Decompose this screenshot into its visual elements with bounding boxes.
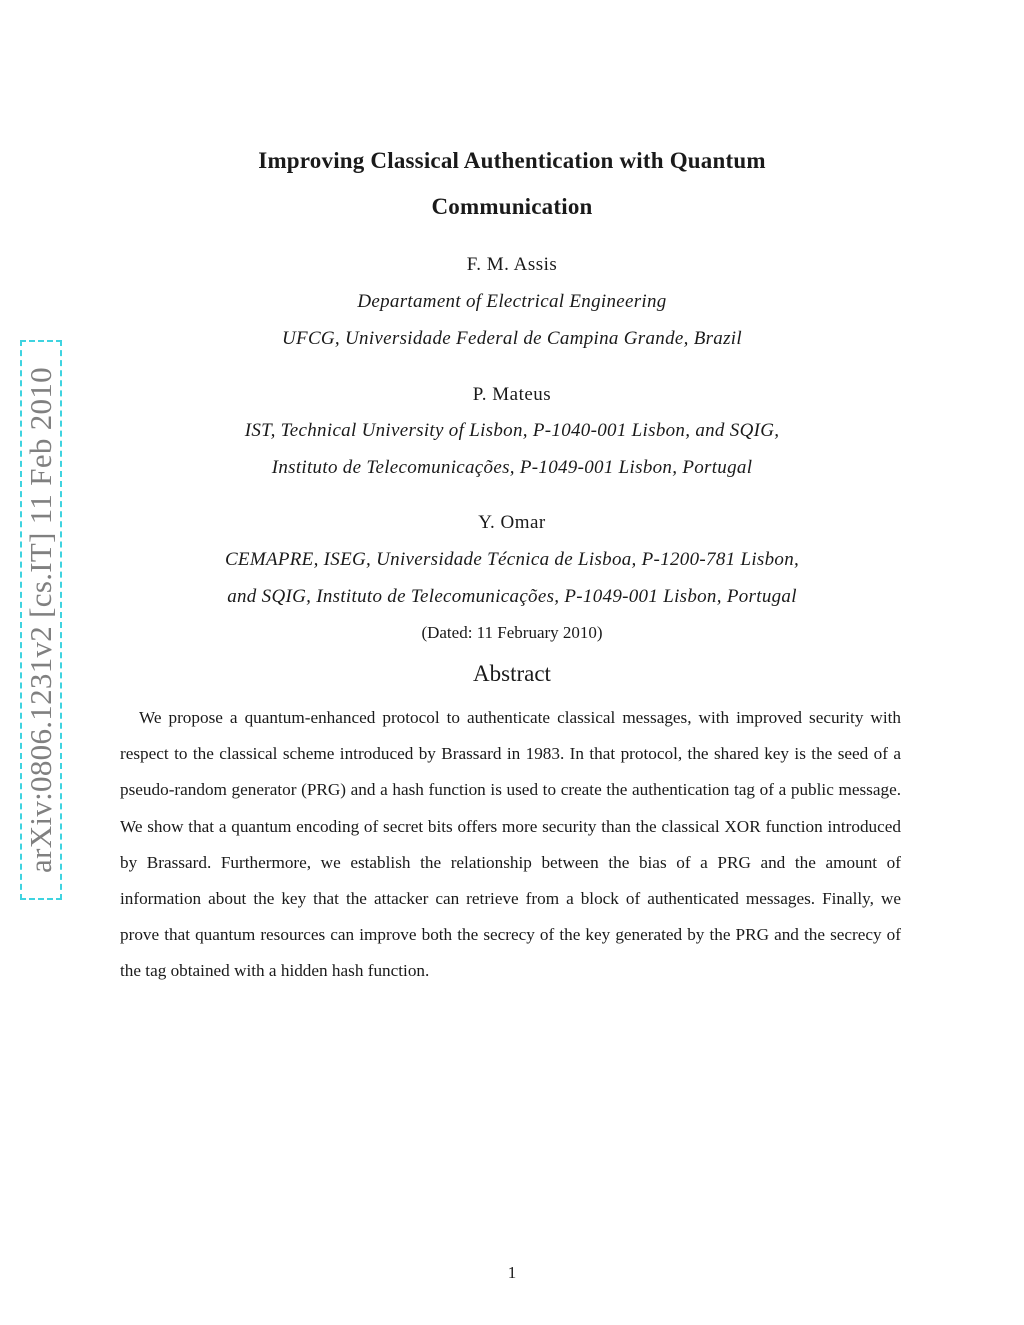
author-affiliation-line: Departament of Electrical Engineering xyxy=(357,291,667,312)
author-name-mateus: P. Mateus xyxy=(472,384,552,405)
arxiv-identifier: arXiv:0806.1231v2 [cs.IT] 11 Feb 2010 xyxy=(23,367,58,873)
paper-title-line-2: Communication xyxy=(431,194,593,219)
abstract-heading: Abstract xyxy=(473,661,551,686)
author-affiliation-line: CEMAPRE, ISEG, Universidade Técnica de Lisboa, P-1200-781 Lisbon, xyxy=(224,549,800,570)
author-affiliation-line: UFCG, Universidade Federal de Campina Grande, Brazil xyxy=(282,328,742,349)
dated-line: (Dated: 11 February 2010) xyxy=(421,623,603,642)
author-affiliation-line: and SQIG, Instituto de Telecomunicações, P-1049-001 Lisbon, Portugal xyxy=(227,586,797,607)
author-affiliation-line: IST, Technical University of Lisbon, P-1040-001 Lisbon, and SQIG, xyxy=(244,420,780,441)
author-affiliation-line: Instituto de Telecomunicações, P-1049-001 Lisbon, Portugal xyxy=(271,457,753,478)
author-name-omar: Y. Omar xyxy=(478,512,546,533)
paper-title-line-1: Improving Classical Authentication with Quantum xyxy=(258,148,766,173)
page-number: 1 xyxy=(507,1263,517,1282)
abstract-body: We propose a quantum-enhanced protocol to authenticate classical messages, with improved security with respect to the classical scheme introduced by Brassard in 1983. In that protocol, the shared key is the seed of a pseudo-random generator (PRG) and a hash function is used to create the authentication tag of a public message. We show that a quantum encoding of secret bits offers more security than the classical XOR function introduced by Brassard. Furthermore, we establish the relationship between the bias of a PRG and the amount of information about the key that the attacker can retrieve from a block of authenticated messages. Finally, we prove that quantum resources can improve both the secrecy of the key generated by the PRG and the secrecy of the tag obtained with a hidden hash function. xyxy=(120,708,901,981)
author-name-assis: F. M. Assis xyxy=(466,254,558,275)
